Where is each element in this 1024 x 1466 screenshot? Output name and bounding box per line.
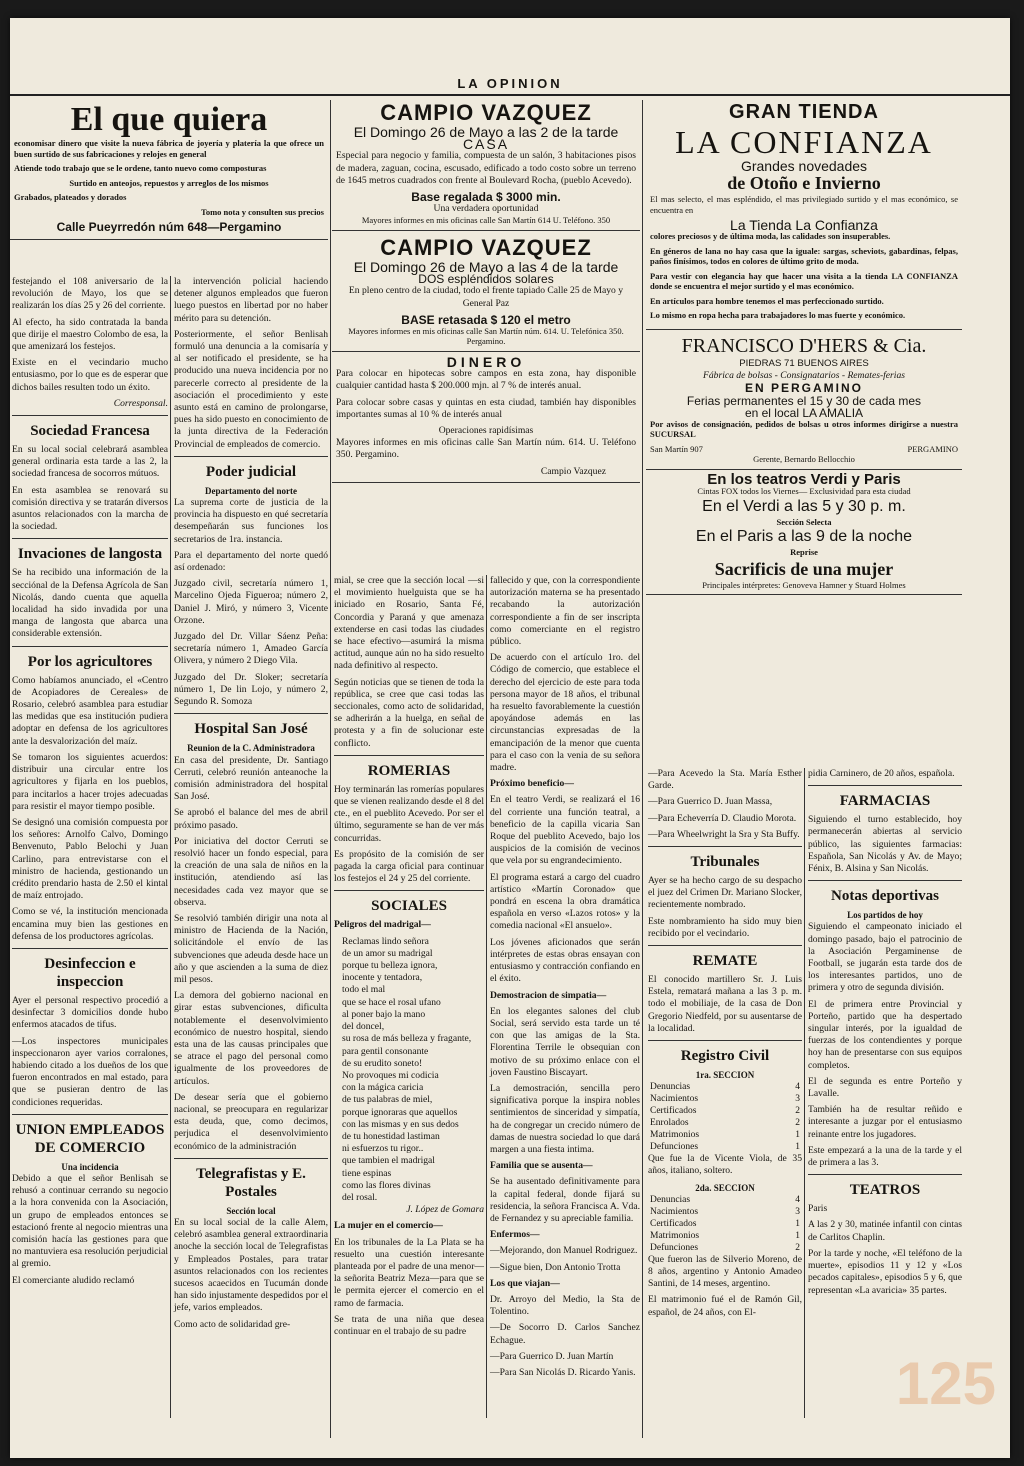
article-paragraph: Se trata de una niña que desea continuar en el trabajo de su padre: [334, 1313, 484, 1337]
article-paragraph: En esta asamblea se renovará su comisión directiva y se tratarán diversos asuntos relacionados con la marcha de la sociedad.: [12, 484, 168, 533]
article-paragraph: Juzgado del Dr. Villar Sáenz Peña: secretaría número 1, Amadeo García Olivera, y número 2 Diego Vila.: [174, 631, 328, 667]
ad-campio-base: Base regalada $ 3000 min.: [411, 190, 561, 205]
table-row: [648, 1230, 802, 1242]
registry-table: [648, 1194, 802, 1254]
article-paragraph: El de segunda es entre Porteño y Lavalle.: [808, 1075, 962, 1100]
section-rule: [808, 1174, 962, 1175]
ad-confianza-novedades: Grandes novedades: [740, 158, 868, 174]
section-rule: [174, 456, 328, 457]
article-paragraph: Juzgado civil, secretaría número 1, Marcelino Ojeda Figueroa; número 2, Daniel J. Miró, y número 3, Vicente Orzone.: [174, 578, 328, 626]
column-divider: [170, 276, 171, 1418]
article-paragraph: La demostración, sencilla pero significativa porque la inspira nobles sentimientos de sinceridad y simpatía, ha de congregar un crecido número de damas de nuestra sociedad lo que dará margen a una fiesta intima.: [490, 1082, 640, 1155]
ad-la-confianza: [646, 100, 962, 330]
registry-count: 2: [795, 1118, 800, 1129]
ad-dhers-street: San Martín 907: [650, 443, 703, 454]
ad-campio2-date: El Domingo 26 de Mayo a las 4 de la tarde: [353, 258, 619, 275]
right-section: [646, 100, 962, 1438]
article-paragraph: El conocido martillero Sr. J. Luis Estela, rematará mañana a las 3 p. m. todo el mobiliaje, de la casa de Don Gregorio Niedfeld, por su ausentarse de la localidad.: [648, 974, 802, 1034]
registry-count: 3: [795, 1206, 800, 1217]
ad-teatros-title: En los teatros Verdi y Paris: [707, 470, 901, 488]
section-heading: Invaciones de langosta: [17, 546, 163, 563]
article-paragraph: —De Socorro D. Carlos Sanchez Echague.: [490, 1322, 640, 1346]
article-paragraph: Ayer el personal respectivo procedió a desinfectar 3 domicilios donde hubo enfermos atacados de tifus.: [12, 994, 168, 1031]
registry-label: Nacimientos: [650, 1094, 699, 1105]
ad-dhers-gerente: Gerente, Bernardo Bellocchio: [753, 454, 855, 465]
poem-line: su rosa de más belleza y fragante,: [342, 1033, 472, 1045]
registry-count: 1: [795, 1230, 800, 1241]
registry-table: [648, 1081, 802, 1153]
article-paragraph: —Para Echeverría D. Claudio Morota.: [648, 812, 797, 824]
article-paragraph: mial, se cree que la sección local —si el movimiento huelguista que se ha iniciado en Rosario, Santa Fé, Concordia y Paraná y que amenaza extenderse en casi todas las ciudades se hace efectivo—asumirá la misma actitud, aunque aún no ha sido resuelto nada definitivo al respecto.: [334, 575, 484, 672]
registry-count: 4: [795, 1194, 800, 1205]
article-paragraph: Que fue la de Vicente Viola, de 35 años, italiano, soltero.: [648, 1153, 802, 1177]
ad-joyeria-title: El que quiera: [70, 101, 268, 138]
registry-count: 1: [795, 1130, 800, 1141]
article-paragraph: pidia Carninero, de 20 años, española.: [808, 768, 955, 779]
section-subheading: Departamento del norte: [205, 485, 297, 496]
middle-col-c: [332, 575, 486, 1438]
section-heading: SOCIALES: [371, 898, 447, 915]
article-paragraph: —Sigue bien, Don Antonio Trotta: [490, 1261, 621, 1273]
section-rule: [808, 785, 962, 786]
registry-label: Denuncias: [650, 1194, 691, 1205]
article-paragraph: Según noticias que se tienen de toda la república, se cree que casi todas las seccionales, como acto de solidaridad, se adherirán a la huelga, en señal de protesta y a fin de solucionar este conflicto.: [334, 676, 484, 749]
article-paragraph: Paris: [808, 1203, 828, 1215]
ad-campio2-desc: En pleno centro de la ciudad, todo el frente tapiado Calle 25 de Mayo y General Paz: [348, 285, 624, 309]
section-heading: Por los agricultores: [27, 653, 153, 670]
ad-dhers-p1: Por avisos de consignación, pedidos de bolsas u otros informes dirigirse a nuestra SUCURSAL: [650, 418, 958, 440]
table-row: [648, 1218, 802, 1230]
poem-line: de tus palabras de miel,: [342, 1094, 433, 1106]
article-paragraph: Juzgado del Dr. Sloker; secretaría número 1, De lin Lojo, y número 2, Segundo R. Somoza: [174, 671, 328, 708]
ad-confianza-p5: En artículos para hombre tenemos el mas perfeccionado surtido.: [650, 295, 884, 306]
ad-confianza-p3: En géneros de lana no hay casa que la iguale: sargas, scheviots, gabardinas, felpas, paños finísimos, todos en colores de último grito de moda.: [650, 245, 958, 267]
ad-dinero-p1: Para colocar en hipotecas sobre campos en esta zona, hay disponible cualquier cantidad hasta $ 200.000 mjn. al 7 % de interés anual.: [336, 368, 636, 392]
section-rule: [12, 415, 168, 416]
ad-teatros-fox: Cintas FOX todos los Viernes— Exclusividad para esta ciudad: [697, 486, 911, 497]
article-paragraph: Para el departamento del norte quedó así ordenado:: [174, 549, 328, 574]
section-heading: Registro Civil: [680, 1048, 770, 1065]
ad-dhers-rubros: Fábrica de bolsas - Consignatarios - Remates-ferias: [703, 370, 905, 382]
poem-line: de su erudito soneto!: [342, 1057, 423, 1069]
article-paragraph: Es propósito de la comisión de ser pagada la carga oficial para continuar los festejos el 24 y 25 del corriente.: [334, 848, 484, 885]
newspaper-page: [10, 18, 1010, 1458]
poem-line: todo el mal: [342, 984, 386, 996]
table-row: [648, 1242, 802, 1254]
article-paragraph: Se ha ausentado definitivamente para la capital federal, donde fijará su residencia, la señora Francisca A. Vda. de Fernandez y su apreciable familia.: [490, 1176, 640, 1224]
poem-line: que tambien el madrigal: [342, 1155, 435, 1167]
article-paragraph: El comerciante aludido reclamó: [12, 1274, 135, 1286]
table-row: [648, 1141, 802, 1153]
ad-campio-casa-label: CASA: [462, 136, 510, 153]
section-rule: [12, 1114, 168, 1115]
poem-line: con las mismas y en sus dedos: [342, 1118, 459, 1130]
ad-teatros-cast: Principales intérpretes: Genoveva Hamner y Stuard Holmes: [702, 579, 906, 590]
poem-line: del rosal.: [342, 1191, 378, 1203]
article-paragraph: El programa estará a cargo del cuadro artístico «Martín Coronado» que pondrá en escena la obra dramática española en verso «Lazos rotos» y la comedia nacional «El ansuelo».: [490, 871, 640, 932]
registry-count: 3: [795, 1094, 800, 1105]
middle-col-d: [488, 575, 640, 1438]
ad-joyeria-line: Atiende todo trabajo que se le ordene, tanto nuevo como composturas: [14, 163, 267, 173]
article-paragraph: Se tomaron los siguientes acuerdos: distribuir una circular entre los agricultores y fijarla en los pueblos, para incitarlos a hacer trojes adecuadas para resistir el mayor tiempo posible.: [12, 751, 168, 812]
poem: [334, 936, 484, 1204]
article-paragraph: —Para San Nicolás D. Ricardo Yanis.: [490, 1366, 636, 1378]
section-heading: ROMERIAS: [367, 762, 451, 779]
ad-joyeria-address: Calle Pueyrredón núm 648—Pergamino: [56, 220, 282, 234]
poem-line: No provoques mi codicia: [342, 1069, 439, 1081]
left-col-b: [172, 276, 328, 1438]
poem-line: para gentil consonante: [342, 1045, 429, 1057]
article-paragraph: En el teatro Verdi, se realizará el 16 del corriente una función teatral, a beneficio de la capilla vicaria San Roque del pueblito Acevedo, bajo los auspicios de la comisión de vecinos que vela por su engrandecimiento.: [490, 794, 640, 867]
ad-dinero-title: DINERO: [446, 353, 526, 370]
ad-dinero: [332, 352, 640, 483]
section-rule: [12, 538, 168, 539]
paragraph-lead: Peligros del madrigal—: [334, 919, 431, 931]
signature: Corresponsal.: [113, 397, 168, 409]
ad-confianza-p2: colores preciosos y de última moda, las calidades son insuperables.: [650, 231, 891, 242]
column-divider: [486, 575, 487, 1418]
article-paragraph: Al efecto, ha sido contratada la banda que dirije el maestro Colombo de esa, la que amenizará los festejos.: [12, 316, 168, 353]
archive-stamp: 125: [895, 1350, 996, 1417]
article-paragraph: Siguiendo el campeonato iniciado el domingo pasado, bajo el patrocinio de la Asociación Pergaminense de Football, se jugarán esta tarde dos de los interesantes partidos, uno de primera y otro de segunda división.: [808, 921, 962, 994]
article-paragraph: De desear sería que el gobierno nacional, se preocupara en regularizar esta deuda, que, como decimos, perjudica el desenvolvimiento económico de la administración: [174, 1091, 328, 1152]
article-paragraph: fallecido y que, con la correspondiente autorización materna se ha presentado recabando la autorización correspondiente a fin de ser inscripta como comerciante en el registro público.: [490, 575, 640, 648]
ad-teatros-verdi: En el Verdi a las 5 y 30 p. m.: [702, 497, 906, 515]
ad-dhers-address: PIEDRAS 71 BUENOS AIRES: [739, 357, 869, 369]
registry-label: Certificados: [650, 1106, 697, 1117]
article-paragraph: Este empezará a la una de la tarde y el de primera a las 3.: [808, 1144, 962, 1169]
ad-campio-oportunidad: Una verdadera oportunidad: [433, 203, 539, 215]
ad-joyeria-line: economisar dinero que visite la nueva fábrica de joyería y platería la que ofrece un buen surtido de sus fabricaciones y relojes en general: [14, 138, 324, 159]
section-heading: Poder judicial: [205, 463, 297, 480]
article-paragraph: También ha de resultar reñido e interesante a juzgar por el entusiasmo reinante entre los jugadores.: [808, 1104, 962, 1140]
article-paragraph: Como se vé, la institución mencionada encamina muy bien las gestiones en defensa de los productores agrícolas.: [12, 906, 168, 942]
article-paragraph: En casa del presidente, Dr. Santiago Cerruti, celebró reunión anteanoche la comisión administradora del hospital San José.: [174, 754, 328, 803]
table-row: [648, 1194, 802, 1206]
ad-confianza-gran-tienda: GRAN TIENDA: [729, 101, 879, 123]
article-paragraph: —Para Guerrico D. Juan Martín: [490, 1350, 614, 1362]
article-paragraph: Ayer se ha hecho cargo de su despacho el juez del Crimen Dr. Mariano Slocker, recientemente nombrado.: [648, 875, 802, 911]
article-paragraph: El de primera entre Provincial y Porteño, partido que ha despertado singular interés, por la igualdad de fuerzas de los contendientes y porque hoy han de presentarse con sus equipos completos.: [808, 998, 962, 1071]
section-heading: Tribunales: [690, 854, 760, 871]
column-divider: [330, 100, 331, 1438]
article-paragraph: —Para Wheelwright la Sra y Sta Buffy.: [648, 828, 800, 840]
article-paragraph: Se resolvió también dirigir una nota al ministro de Hacienda de la Nación, solicitándole el envío de las subvenciones que adeuda desde hace un año y que ascienden a la suma de diez mil pesos.: [174, 912, 328, 985]
article-paragraph: Se designó una comisión compuesta por los señores: Arnolfo Calvo, Domingo Benvenuto, Pablo Belochi y Juan Carlino, para entrevistarse con el ministro de hacienda, gestionando un crédito prendario hasta de 2.50 el kintal de maíz entrojado.: [12, 816, 168, 902]
section-rule: [648, 945, 802, 946]
article-paragraph: El matrimonio fué el de Ramón Gil, español, de 24 años, con El-: [648, 1294, 802, 1318]
section-rule: [808, 880, 962, 881]
ad-confianza-name: LA CONFIANZA: [675, 124, 933, 160]
registry-label: Defunciones: [650, 1142, 699, 1153]
ad-campio2-solares: DOS espléndidos solares: [418, 272, 554, 287]
article-paragraph: Como acto de solidaridad gre-: [174, 1318, 291, 1330]
article-paragraph: —Los inspectores municipales inspeccionaron ayer varios corralones, habiendo citado a los dueños de los que fueron encontrados en mal estado, para que se pusieran dentro de las condiciones requeridas.: [12, 1035, 168, 1108]
ad-teatros-seccion: Sección Selecta: [776, 516, 832, 527]
section-subheading: Una incidencia: [61, 1161, 119, 1172]
ad-confianza-tienda: La Tienda La Confianza: [730, 217, 878, 234]
ad-dinero-p2: Para colocar sobre casas y quintas en esta ciudad, también hay disponibles importantes sumas al 10 % de interés anual: [336, 396, 636, 420]
poem-line: porque ignoraras que aquellos: [342, 1106, 458, 1118]
column-divider: [804, 768, 805, 1418]
left-section: [10, 100, 328, 1438]
section-heading: Hospital San José: [194, 721, 308, 738]
section-heading: UNION EMPLEADOS DE COMERCIO: [15, 1121, 165, 1156]
table-row: [648, 1105, 802, 1117]
section-rule: [334, 890, 484, 891]
article-paragraph: —Mejorando, don Manuel Rodriguez.: [490, 1245, 638, 1257]
article-paragraph: Como habíamos anunciado, el «Centro de Acopiadores de Cereales» de Rosario, celebró asamblea para estudiar las medidas que esa institución pudiera adoptar en defensa de los agricultores ante la desvalorización del maíz.: [12, 674, 168, 747]
ad-teatros-reprise: Reprise: [790, 547, 818, 558]
article-paragraph: Se aprobó el balance del mes de abril próximo pasado.: [174, 807, 328, 831]
middle-section: [332, 100, 640, 1438]
section-heading: FARMACIAS: [839, 793, 931, 810]
ad-dhers: [646, 330, 962, 470]
poem-line: tiene espinas: [342, 1167, 392, 1179]
paragraph-lead: Los que viajan—: [490, 1277, 560, 1289]
ad-campio-desc: Especial para negocio y familia, compuesta de un salón, 3 habitaciones pisos de madera, zaguan, cocina, escusado, edificado a todo costo sobre un terreno de 1645 metros cuadrados con frente al Boulevard Rocha, (pueblo Acevedo).: [336, 150, 636, 186]
masthead: LA OPINION: [457, 76, 563, 91]
registry-label: Enrolados: [650, 1118, 689, 1129]
ad-confianza-p6: Lo mismo en ropa hecha para trabajadores lo mas fuerte y económico.: [650, 310, 906, 321]
section-heading: Telegrafistas y E. Postales: [196, 1165, 306, 1200]
article-paragraph: La suprema corte de justicia de la provincia ha dispuesto en qué secretaría desempeñarán sus funciones los secretarios de 1ra. instancia.: [174, 497, 328, 545]
registry-count: 2: [795, 1106, 800, 1117]
ad-joyeria: [10, 100, 328, 240]
ad-teatros-paris: En el Paris a las 9 de la noche: [695, 528, 913, 546]
ad-campio-contact: Mayores informes en mis oficinas calle San Martín 614 U. Teléfono. 350: [361, 215, 611, 226]
article-paragraph: A las 2 y 30, matinée infantil con cintas de Carlitos Chaplin.: [808, 1219, 962, 1243]
ad-dhers-pergamino: EN PERGAMINO: [744, 381, 863, 396]
article-paragraph: En su local social de la calle Alem, celebró asamblea general extraordinaria anoche la sección local de Telegrafistas y Empleados Postales, para tratar asuntos relacionados con los recientes sucesos acaecidos en Tucumán donde han sido injustamente despedidos por el jefe, varios empleados.: [174, 1217, 328, 1314]
article-paragraph: En los tribunales de la La Plata se ha resuelto una cuestión interesante planteada por el padre de una menor—la señorita Beatriz Meza—para que se le permita ejercer el comercio en el ramo de farmacia.: [334, 1236, 484, 1309]
ad-campio2-title: CAMPIO VAZQUEZ: [380, 234, 592, 260]
article-paragraph: Este nombramiento ha sido muy bien recibido por el vecindario.: [648, 915, 802, 939]
left-col-a: [10, 276, 170, 1438]
registry-count: 4: [795, 1082, 800, 1093]
section-heading: TEATROS: [849, 1182, 921, 1199]
masthead-rule: [10, 94, 1010, 96]
section-rule: [648, 846, 802, 847]
ad-confianza-temporada: de Otoño e Invierno: [727, 173, 881, 194]
registry-label: Nacimientos: [650, 1206, 699, 1217]
section-subheading: Los partidos de hoy: [847, 910, 923, 921]
section-rule: [174, 1158, 328, 1159]
ad-joyeria-line: Surtido en anteojos, repuestos y arreglos de los mismos: [69, 177, 269, 188]
section-rule: [648, 1040, 802, 1041]
section-subheading: Reunion de la C. Administradora: [187, 743, 315, 754]
poem-line: como las flores divinas: [342, 1179, 431, 1191]
right-col-f: [806, 768, 962, 1438]
section-heading: Desinfeccion e inspeccion: [44, 955, 136, 990]
article-paragraph: De acuerdo con el artículo 1ro. del Código de comercio, que establece el derecho del ejercicio de este para toda persona mayor de 18 años, el tribunal ha resuelto favorablemente la cuestión apoyándose además en las circunstancias expresadas de la emancipación de la menor que cuenta para el caso con la venia de su señora madre.: [490, 652, 640, 774]
paragraph-lead: La mujer en el comercio—: [334, 1220, 443, 1232]
article-paragraph: Dr. Arroyo del Medio, la Sta de Tolentino.: [490, 1293, 640, 1318]
poem-line: de un amor su madrigal: [342, 947, 433, 959]
table-row: [648, 1117, 802, 1129]
ad-dhers-name: FRANCISCO D'HERS & Cia.: [681, 334, 927, 357]
section-heading: Notas deportivas: [831, 888, 939, 905]
article-paragraph: Posteriormente, el señor Benlisah formuló una denuncia a la comisaría y al ser notificado el presidente, se ha producido una nueva incidencia por no parecerle correcto al presidente de la asociación el procedimiento y este asunto está en camino de prolongarse, pues ha sido puesto en conocimiento de la junta directiva de la Federación Provincial de empleados de comercio.: [174, 328, 328, 450]
article-paragraph: la intervención policial haciendo detener algunos empleados que fueron luego puestos en libertad por no haber mérito para su detención.: [174, 276, 328, 324]
paragraph-lead: Enfermos—: [490, 1229, 540, 1241]
article-paragraph: Los jóvenes aficionados que serán intérpretes de estas obras ensayan con entusiasmo y contracción confiando en el éxito.: [490, 936, 640, 985]
article-paragraph: festejando el 108 aniversario de la revolución de Mayo, los que se realizarán los días 25 y 26 del corriente.: [12, 276, 168, 312]
ad-dhers-ferias: Ferias permanentes el 15 y 30 de cada mes: [686, 393, 922, 408]
registry-label: Denuncias: [650, 1082, 691, 1093]
ad-dhers-local: en el local LA AMALIA: [744, 405, 864, 420]
article-paragraph: Por la tarde y noche, «El teléfono de la muerte», episodios 11 y 12 y «Los pecados capitales», episodios 5 y 6, que representan «La avaricia» 35 partes.: [808, 1247, 962, 1296]
section-subheading: Sección local: [226, 1205, 276, 1216]
article-paragraph: Existe en el vecindario mucho entusiasmo, por lo que es de esperar que dichos bailes resulten todo un éxito.: [12, 357, 168, 393]
section-heading: REMATE: [692, 953, 758, 970]
ad-teatros-film: Sacrificis de una mujer: [714, 558, 894, 579]
article-paragraph: Se ha recibido una información de la secciónal de la Defensa Agrícola de San Nicolás, dando cuenta que aquella localidad ha sido invadida por una manga de langosta que abarca una considerable extensión.: [12, 567, 168, 640]
poem-line: al poner bajo la mano: [342, 1008, 426, 1020]
right-col-e: [646, 768, 804, 1438]
ad-dhers-city: PERGAMINO: [907, 443, 958, 454]
signature: J. López de Gomara: [406, 1204, 484, 1216]
registry-label: Matrimonios: [650, 1230, 700, 1241]
section-subheading: 2da. SECCION: [695, 1182, 755, 1193]
poem-line: del doncel,: [342, 1021, 385, 1033]
registry-label: Matrimonios: [650, 1130, 700, 1141]
poem-line: porque tu belleza ignora,: [342, 960, 438, 972]
poem-line: Reclamas lindo señora: [342, 935, 429, 947]
ad-dinero-firma: Campio Vazquez: [540, 465, 606, 477]
section-rule: [12, 646, 168, 647]
article-paragraph: La demora del gobierno nacional en girar estas subvenciones, dificulta notablemente el desenvolvimiento económico de nuestro hospital, siendo esta una de las causas principales que se atrace el pago del personal como igualmente de los proveedores de artículos.: [174, 990, 328, 1087]
table-row: [648, 1129, 802, 1141]
ad-campio-casa: [332, 100, 640, 231]
article-paragraph: En los elegantes salones del club Social, será servido esta tarde un té con que las amigas de la Sta. Florentina Terrile le obsequian con motivo de su próximo enlace con el joven Faustino Biscayart.: [490, 1005, 640, 1078]
article-paragraph: —Para Acevedo la Sta. María Esther Garde.: [648, 768, 802, 792]
poem-line: que se hace el rosal ufano: [342, 996, 441, 1008]
ad-joyeria-line: Tomo nota y consulten sus precios: [200, 206, 324, 217]
table-row: [648, 1093, 802, 1105]
paragraph-lead: Familia que se ausenta—: [490, 1160, 593, 1172]
registry-label: Certificados: [650, 1218, 697, 1229]
paragraph-lead: Próximo beneficio—: [490, 778, 574, 790]
article-paragraph: —Para Guerrico D. Juan Massa,: [648, 796, 773, 808]
poem-line: ni esfuerzos tu rigor..: [342, 1143, 424, 1155]
ad-campio-solares: [332, 231, 640, 352]
table-row: [648, 1081, 802, 1093]
article-paragraph: Que fueron las de Silverio Moreno, de 8 años, argentino y Antonio Amadeo Santini, de 14 meses, argentino.: [648, 1253, 802, 1290]
ad-campio-date: El Domingo 26 de Mayo a las 2 de la tarde: [353, 124, 619, 140]
ad-dinero-contact: Mayores informes en mis oficinas calle San Martín núm. 614. U. Teléfono 350. Pergamino.: [336, 437, 636, 461]
article-paragraph: Por iniciativa del doctor Cerruti se resolvió hacer un fondo especial, para la creación de una sala de niños en la institución, atendiendo así las necesidades cada vez mayor que se observa.: [174, 835, 328, 908]
article-paragraph: Hoy terminarán las romerías populares que se vienen realizando desde el 8 del cte., en el pueblito Acevedo. Por ser el último, seguramente se han de ver más concurridas.: [334, 783, 484, 844]
ad-confianza-p4: Para vestir con elegancia hay que hacer una visita a la tienda LA CONFIANZA donde se encuentra el mejor surtido y el mas económico.: [650, 270, 958, 292]
poem-line: de tu honestidad lastiman: [342, 1130, 440, 1142]
poem-line: inocente y tentadora,: [342, 972, 423, 984]
article-paragraph: En su local social celebrará asamblea general ordinaria esta tarde a las 2, la sociedad francesa de socorros mútuos.: [12, 444, 168, 480]
ad-confianza-p1: El mas selecto, el mas espléndido, el mas privilegiado surtido y el mas económico, se encuentra en: [650, 194, 958, 215]
ad-campio2-base: BASE retasada $ 120 el metro: [401, 312, 571, 327]
section-subheading: 1ra. SECCION: [695, 1070, 755, 1081]
section-rule: [12, 948, 168, 949]
table-row: [648, 1206, 802, 1218]
registry-label: Defunciones: [650, 1242, 699, 1253]
article-paragraph: Siguiendo el turno establecido, hoy permanecerán abiertas al servicio público, las siguientes farmacias: Española, San Nicolás y Av. de Mayo; Fénix, B. Alsina y San Nicolás.: [808, 814, 962, 875]
ad-campio2-contact: Mayores informes en mis oficinas calle San Martín núm. 614. U. Telefónica 350. Pergamino.: [348, 325, 624, 347]
column-divider: [642, 100, 643, 1438]
registry-count: 1: [795, 1142, 800, 1153]
article-paragraph: Debido a que el señor Benlisah se rehusó a continuar cerrando su negocio a la hora convenida con la Asociación, un grupo de empleados entonces se estacionó frente al negocio mientras una comisión hacía las gestiones para que no mantuviera esa resolución perjudicial al gremio.: [12, 1172, 168, 1270]
registry-count: 1: [795, 1218, 800, 1229]
ad-dinero-ops: Operaciones rapidísimas: [438, 424, 534, 436]
ad-campio-title: CAMPIO VAZQUEZ: [380, 100, 592, 125]
poem-line: con la mágica caricia: [342, 1082, 424, 1094]
paragraph-lead: Demostracion de simpatia—: [490, 989, 607, 1001]
section-heading: Sociedad Francesa: [30, 423, 150, 440]
ad-teatros: [646, 470, 962, 595]
registry-count: 2: [795, 1242, 800, 1253]
section-rule: [334, 755, 484, 756]
ad-joyeria-line: Grabados, plateados y dorados: [14, 192, 127, 202]
section-rule: [174, 713, 328, 714]
